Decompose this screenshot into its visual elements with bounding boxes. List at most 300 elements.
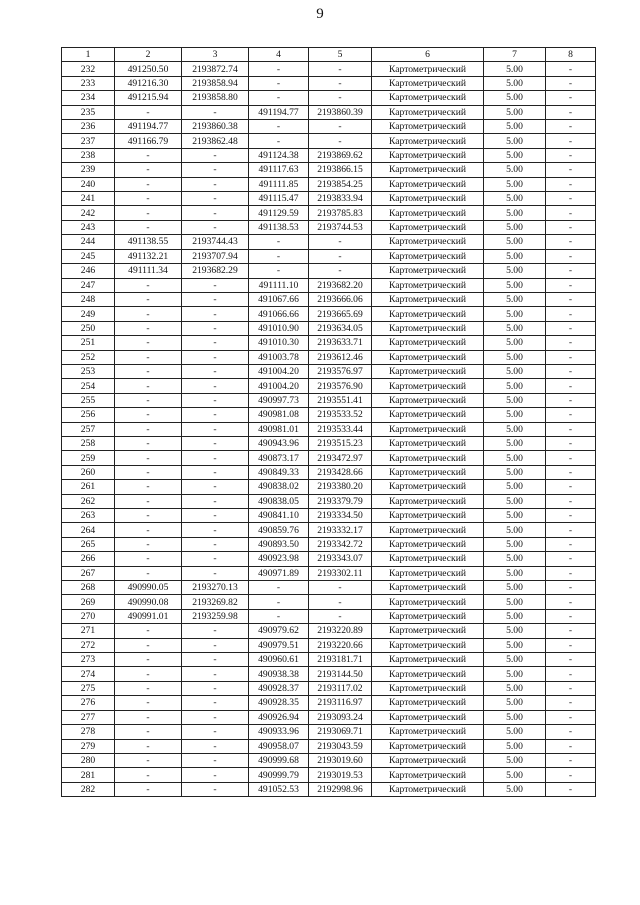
table-row	[62, 710, 596, 724]
table-cell: 490979.62	[249, 624, 309, 638]
table-row	[62, 451, 596, 465]
table-cell: 5.00	[484, 177, 546, 191]
table-cell: -	[546, 494, 596, 508]
table-cell: -	[182, 638, 249, 652]
table-cell: Картометрический	[372, 292, 484, 306]
table-cell: -	[546, 681, 596, 695]
table-cell: -	[546, 105, 596, 119]
table-cell: -	[546, 436, 596, 450]
table-cell: -	[546, 134, 596, 148]
table-cell: 2193533.44	[309, 422, 372, 436]
table-cell: -	[115, 163, 182, 177]
table-cell: -	[546, 408, 596, 422]
table-cell: 2193220.66	[309, 638, 372, 652]
table-cell: 281	[62, 768, 115, 782]
table-cell: 5.00	[484, 480, 546, 494]
table-cell: Картометрический	[372, 177, 484, 191]
table-cell: -	[182, 278, 249, 292]
table-cell: -	[182, 480, 249, 494]
table-cell: 2192998.96	[309, 782, 372, 796]
table-row	[62, 278, 596, 292]
table-row	[62, 134, 596, 148]
table-cell: 2193666.06	[309, 292, 372, 306]
table-cell: -	[546, 350, 596, 364]
table-row	[62, 725, 596, 739]
table-cell: 2193472.97	[309, 451, 372, 465]
table-cell: 5.00	[484, 422, 546, 436]
table-cell: 5.00	[484, 537, 546, 551]
table-cell: -	[546, 624, 596, 638]
table-cell: -	[546, 336, 596, 350]
table-cell: 490926.94	[249, 710, 309, 724]
table-cell: 5.00	[484, 552, 546, 566]
table-cell: 2193551.41	[309, 393, 372, 407]
table-cell: 232	[62, 62, 115, 76]
header-cell: 1	[62, 48, 115, 62]
table-cell: -	[115, 350, 182, 364]
table-cell: 5.00	[484, 105, 546, 119]
table-cell: 237	[62, 134, 115, 148]
table-cell: -	[115, 336, 182, 350]
table-cell: -	[115, 725, 182, 739]
table-cell: 257	[62, 422, 115, 436]
table-cell: 491215.94	[115, 91, 182, 105]
table-cell: 2193866.15	[309, 163, 372, 177]
table-cell: Картометрический	[372, 163, 484, 177]
table-row	[62, 148, 596, 162]
table-cell: 490849.33	[249, 465, 309, 479]
table-cell: 491166.79	[115, 134, 182, 148]
table-cell: 5.00	[484, 379, 546, 393]
table-cell: 491003.78	[249, 350, 309, 364]
table-cell: 490999.68	[249, 753, 309, 767]
table-cell: -	[182, 307, 249, 321]
table-row	[62, 177, 596, 191]
table-cell: 490928.37	[249, 681, 309, 695]
table-cell: 242	[62, 206, 115, 220]
table-cell: 272	[62, 638, 115, 652]
table-cell: 2193093.24	[309, 710, 372, 724]
table-cell: 491010.30	[249, 336, 309, 350]
table-cell: 266	[62, 552, 115, 566]
table-cell: Картометрический	[372, 422, 484, 436]
table-cell: 5.00	[484, 292, 546, 306]
table-cell: -	[546, 422, 596, 436]
table-cell: 491111.10	[249, 278, 309, 292]
table-cell: -	[249, 249, 309, 263]
table-cell: -	[115, 451, 182, 465]
table-row	[62, 436, 596, 450]
table-cell: -	[309, 595, 372, 609]
table-cell: Картометрический	[372, 537, 484, 551]
table-cell: 280	[62, 753, 115, 767]
table-cell: 2193862.48	[182, 134, 249, 148]
table-cell: -	[182, 739, 249, 753]
table-cell: 490990.05	[115, 581, 182, 595]
table-cell: -	[309, 235, 372, 249]
table-cell: 276	[62, 696, 115, 710]
table-cell: -	[546, 768, 596, 782]
table-cell: 5.00	[484, 725, 546, 739]
table-row	[62, 494, 596, 508]
table-cell: -	[115, 465, 182, 479]
table-cell: 263	[62, 509, 115, 523]
table-cell: -	[115, 105, 182, 119]
table-cell: -	[546, 566, 596, 580]
table-cell: -	[546, 595, 596, 609]
table-cell: 235	[62, 105, 115, 119]
table-cell: 2193117.02	[309, 681, 372, 695]
table-cell: -	[546, 581, 596, 595]
header-cell: 3	[182, 48, 249, 62]
table-cell: -	[249, 120, 309, 134]
table-cell: 490997.73	[249, 393, 309, 407]
table-cell: Картометрический	[372, 91, 484, 105]
table-row	[62, 105, 596, 119]
table-cell: Картометрический	[372, 739, 484, 753]
table-cell: -	[309, 581, 372, 595]
table-cell: Картометрический	[372, 667, 484, 681]
table-cell: 5.00	[484, 350, 546, 364]
table-cell: 239	[62, 163, 115, 177]
table-cell: 5.00	[484, 436, 546, 450]
table-cell: 2193833.94	[309, 192, 372, 206]
table-cell: 278	[62, 725, 115, 739]
table-row	[62, 264, 596, 278]
table-row	[62, 739, 596, 753]
table-cell: -	[546, 307, 596, 321]
table-cell: -	[115, 782, 182, 796]
table-cell: 5.00	[484, 465, 546, 479]
table-cell: 233	[62, 76, 115, 90]
table-cell: Картометрический	[372, 696, 484, 710]
header-cell: 8	[546, 48, 596, 62]
table-cell: 2193342.72	[309, 537, 372, 551]
table-cell: Картометрический	[372, 523, 484, 537]
table-cell: 491067.66	[249, 292, 309, 306]
table-cell: 2193744.53	[309, 220, 372, 234]
table-cell: -	[115, 523, 182, 537]
table-cell: -	[182, 148, 249, 162]
table-cell: -	[115, 278, 182, 292]
table-cell: 255	[62, 393, 115, 407]
table-cell: 5.00	[484, 609, 546, 623]
table-cell: -	[546, 782, 596, 796]
table-cell: 5.00	[484, 494, 546, 508]
table-cell: -	[182, 436, 249, 450]
table-cell: 490943.96	[249, 436, 309, 450]
table-cell: 248	[62, 292, 115, 306]
table-cell: 2193270.13	[182, 581, 249, 595]
table-row	[62, 552, 596, 566]
table-cell: 2193379.79	[309, 494, 372, 508]
table-cell: 491138.53	[249, 220, 309, 234]
table-cell: Картометрический	[372, 393, 484, 407]
table-cell: 2193181.71	[309, 653, 372, 667]
table-cell: 490999.79	[249, 768, 309, 782]
table-cell: 490838.05	[249, 494, 309, 508]
table-cell: 5.00	[484, 134, 546, 148]
table-cell: -	[115, 408, 182, 422]
table-cell: 491250.50	[115, 62, 182, 76]
table-cell: 279	[62, 739, 115, 753]
table-cell: 238	[62, 148, 115, 162]
table-cell: 240	[62, 177, 115, 191]
table-row	[62, 681, 596, 695]
table-cell: 490873.17	[249, 451, 309, 465]
table-row	[62, 667, 596, 681]
table-row	[62, 91, 596, 105]
table-cell: 2193665.69	[309, 307, 372, 321]
table-cell: 491129.59	[249, 206, 309, 220]
table-cell: -	[115, 436, 182, 450]
table-cell: 5.00	[484, 509, 546, 523]
table-cell: -	[546, 76, 596, 90]
table-cell: -	[115, 148, 182, 162]
table-cell: 491004.20	[249, 379, 309, 393]
table-cell: Картометрический	[372, 566, 484, 580]
table-cell: Картометрический	[372, 192, 484, 206]
table-cell: 2193633.71	[309, 336, 372, 350]
table-cell: -	[249, 609, 309, 623]
table-cell: 5.00	[484, 220, 546, 234]
table-cell: Картометрический	[372, 336, 484, 350]
table-cell: Картометрический	[372, 62, 484, 76]
table-cell: 5.00	[484, 638, 546, 652]
table-cell: Картометрический	[372, 264, 484, 278]
table-cell: 5.00	[484, 408, 546, 422]
table-cell: 491117.63	[249, 163, 309, 177]
table-cell: Картометрический	[372, 249, 484, 263]
table-cell: Картометрический	[372, 206, 484, 220]
table-cell: 5.00	[484, 753, 546, 767]
table-cell: 2193682.29	[182, 264, 249, 278]
table-cell: -	[115, 220, 182, 234]
table-cell: -	[309, 249, 372, 263]
table-cell: 490859.76	[249, 523, 309, 537]
table-cell: 264	[62, 523, 115, 537]
table-cell: Картометрический	[372, 753, 484, 767]
table-cell: 282	[62, 782, 115, 796]
table-cell: 5.00	[484, 739, 546, 753]
table-cell: 261	[62, 480, 115, 494]
table-cell: 2193576.90	[309, 379, 372, 393]
table-row	[62, 696, 596, 710]
table-cell: -	[182, 667, 249, 681]
table-cell: 234	[62, 91, 115, 105]
table-cell: -	[115, 206, 182, 220]
table-cell: Картометрический	[372, 451, 484, 465]
table-cell: -	[546, 523, 596, 537]
table-cell: -	[115, 393, 182, 407]
table-cell: 490893.50	[249, 537, 309, 551]
table-cell: -	[546, 91, 596, 105]
table-cell: 247	[62, 278, 115, 292]
table-cell: 265	[62, 537, 115, 551]
table-cell: -	[546, 552, 596, 566]
table-cell: 5.00	[484, 782, 546, 796]
table-cell: Картометрический	[372, 321, 484, 335]
table-cell: 491004.20	[249, 364, 309, 378]
table-cell: Картометрический	[372, 638, 484, 652]
table-cell: -	[546, 220, 596, 234]
table-cell: -	[546, 163, 596, 177]
table-cell: -	[249, 235, 309, 249]
table-cell: 2193428.66	[309, 465, 372, 479]
table-cell: -	[182, 653, 249, 667]
table-cell: -	[546, 379, 596, 393]
header-cell: 5	[309, 48, 372, 62]
table-cell: -	[182, 523, 249, 537]
table-cell: 2193220.89	[309, 624, 372, 638]
table-cell: 274	[62, 667, 115, 681]
table-cell: Картометрический	[372, 76, 484, 90]
table-row	[62, 782, 596, 796]
table-cell: -	[182, 494, 249, 508]
table-cell: -	[182, 681, 249, 695]
table-cell: -	[115, 739, 182, 753]
table-cell: -	[546, 364, 596, 378]
table-cell: 2193858.80	[182, 91, 249, 105]
table-cell: -	[546, 278, 596, 292]
table-cell: 5.00	[484, 278, 546, 292]
table-cell: Картометрический	[372, 782, 484, 796]
table-row	[62, 192, 596, 206]
table-cell: Картометрический	[372, 768, 484, 782]
table-cell: 5.00	[484, 393, 546, 407]
table-cell: -	[546, 235, 596, 249]
table-cell: 5.00	[484, 235, 546, 249]
table-cell: -	[115, 667, 182, 681]
table-row	[62, 220, 596, 234]
table-cell: 490971.89	[249, 566, 309, 580]
table-cell: -	[182, 782, 249, 796]
table-cell: -	[182, 206, 249, 220]
table-row	[62, 206, 596, 220]
table-cell: -	[115, 696, 182, 710]
table-cell: Картометрический	[372, 681, 484, 695]
table-cell: 491111.34	[115, 264, 182, 278]
table-row	[62, 364, 596, 378]
table-row	[62, 350, 596, 364]
table-row	[62, 638, 596, 652]
table-cell: -	[115, 566, 182, 580]
table-cell: -	[546, 667, 596, 681]
table-cell: -	[249, 91, 309, 105]
table-cell: 5.00	[484, 768, 546, 782]
table-cell: Картометрический	[372, 148, 484, 162]
table-cell: -	[546, 206, 596, 220]
table-row	[62, 62, 596, 76]
table-cell: -	[115, 624, 182, 638]
table-cell: Картометрический	[372, 552, 484, 566]
table-cell: -	[546, 148, 596, 162]
table-cell: 5.00	[484, 76, 546, 90]
table-cell: 5.00	[484, 62, 546, 76]
table-cell: 490923.98	[249, 552, 309, 566]
table-row	[62, 768, 596, 782]
table-cell: 491010.90	[249, 321, 309, 335]
table-cell: Картометрический	[372, 480, 484, 494]
table-cell: -	[309, 134, 372, 148]
table-cell: 490938.38	[249, 667, 309, 681]
table-cell: Картометрический	[372, 278, 484, 292]
table-cell: -	[546, 177, 596, 191]
table-cell: -	[115, 177, 182, 191]
table-cell: -	[249, 581, 309, 595]
table-cell: 249	[62, 307, 115, 321]
table-cell: Картометрический	[372, 350, 484, 364]
table-cell: 2193744.43	[182, 235, 249, 249]
table-row	[62, 523, 596, 537]
table-cell: 5.00	[484, 307, 546, 321]
table-cell: 2193259.98	[182, 609, 249, 623]
table-cell: 254	[62, 379, 115, 393]
table-cell: 2193860.38	[182, 120, 249, 134]
table-cell: -	[309, 120, 372, 134]
table-cell: 253	[62, 364, 115, 378]
header-cell: 6	[372, 48, 484, 62]
table-cell: -	[182, 220, 249, 234]
table-cell: Картометрический	[372, 509, 484, 523]
table-cell: 5.00	[484, 566, 546, 580]
table-cell: -	[546, 653, 596, 667]
table-cell: -	[182, 566, 249, 580]
table-row	[62, 653, 596, 667]
table-row	[62, 595, 596, 609]
table-body	[62, 48, 596, 797]
table-cell: -	[115, 509, 182, 523]
table-cell: Картометрический	[372, 725, 484, 739]
table-cell: Картометрический	[372, 379, 484, 393]
table-cell: 262	[62, 494, 115, 508]
table-cell: Картометрический	[372, 653, 484, 667]
table-cell: 490981.08	[249, 408, 309, 422]
table-cell: 246	[62, 264, 115, 278]
table-row	[62, 393, 596, 407]
table-cell: 5.00	[484, 710, 546, 724]
table-cell: 251	[62, 336, 115, 350]
table-row	[62, 379, 596, 393]
table-cell: -	[115, 552, 182, 566]
table-cell: 5.00	[484, 523, 546, 537]
table-cell: 258	[62, 436, 115, 450]
table-cell: 2193515.23	[309, 436, 372, 450]
table-cell: -	[115, 537, 182, 551]
table-cell: 250	[62, 321, 115, 335]
table-cell: Картометрический	[372, 595, 484, 609]
table-cell: 270	[62, 609, 115, 623]
table-cell: Картометрический	[372, 307, 484, 321]
table-cell: -	[115, 638, 182, 652]
table-cell: -	[546, 264, 596, 278]
table-row	[62, 537, 596, 551]
table-row	[62, 249, 596, 263]
table-cell: 5.00	[484, 581, 546, 595]
table-cell: -	[309, 62, 372, 76]
table-cell: -	[115, 422, 182, 436]
table-cell: 490991.01	[115, 609, 182, 623]
table-cell: 491111.85	[249, 177, 309, 191]
table-cell: -	[182, 408, 249, 422]
table-cell: 491138.55	[115, 235, 182, 249]
table-cell: -	[249, 264, 309, 278]
table-cell: 490960.61	[249, 653, 309, 667]
table-cell: 245	[62, 249, 115, 263]
table-cell: 2193019.60	[309, 753, 372, 767]
table-row	[62, 235, 596, 249]
table-cell: -	[546, 321, 596, 335]
